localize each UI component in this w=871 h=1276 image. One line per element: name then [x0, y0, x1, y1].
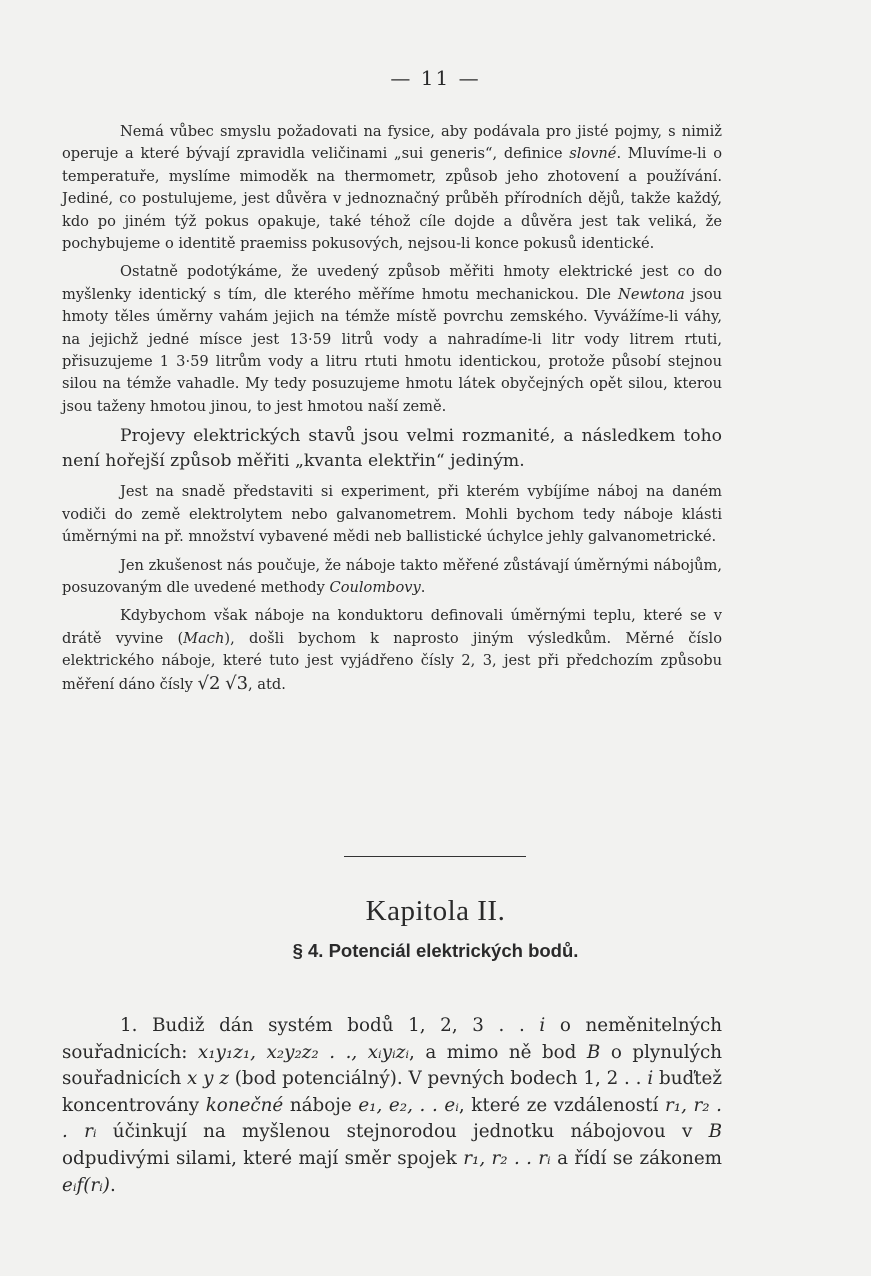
paragraph: 1. Budiž dán systém bodů 1, 2, 3 . . i o neměnitelných souřadnicích: x₁y₁z₁, x₂y₂z₂ . ., xᵢyᵢzᵢ, a mimo ně bod B o plynulých souřadnicích x y z (bod potenciálný). V pevných bodech 1, 2 . . i buďtež koncentrovány konečné náboje e₁, e₂, . . eᵢ, které ze vzdáleností r₁, r₂ . . rᵢ účinkují na myšlenou stejnorodou jednotku nábojovou v B odpudivými silami, které mají směr spojek r₁, r₂ . . rᵢ a řídí se zákonem eᵢf(rᵢ). — [62, 1015, 723, 1196]
paragraph: Kdybychom však náboje na konduktoru definovali úměrnými teplu, které se v drátě vyvine (Mach), došli bychom k naprosto jiným výsledkům. Měrné číslo elektrického náboje, které tuto jest vyjádřeno čísly 2, 3, jest při předchozím způsobu měření dáno čísly √2 √3, atd. — [62, 607, 722, 694]
chapter-title: Kapitola II. — [365, 895, 506, 927]
paragraph: Jen zkušenost nás poučuje, že náboje takto měřené zůstávají úměrnými nábojům, posuzovaným dle uvedené methody Coulombovy. — [62, 556, 722, 596]
paragraph: Ostatně podotýkáme, že uvedený způsob měřiti hmoty elektrické jest co do myšlenky identický s tím, dle kterého měříme hmotu mechanickou. Dle Newtona jsou hmoty těles úměrny vahám jejich na témže místě povrchu zemského. Vyvážíme-li váhy, na jejichž jedné mísce jest 13·59 litrů vody a nahradíme-li litr vody litrem rtuti, přisuzujeme 1 3·59 litrům vody a litru rtuti hmotu identickou, protože působí stejnou silou na témže vahadle. My tedy posuzujeme hmotu látek obyčejných opět silou, kterou jsou taženy hmotou jinou, to jest hmotou naší země. — [62, 263, 723, 415]
upper-text — [62, 121, 722, 696]
divider-rule — [344, 856, 526, 857]
page-number: — 11 — — [390, 66, 481, 90]
sqrt-three: √3 — [225, 672, 249, 694]
lower-text — [62, 1013, 722, 1199]
paragraph: Nemá vůbec smyslu požadovati na fysice, aby podávala pro jisté pojmy, s nimiž operuje a které bývají zpravidla veličinami „sui generis“, definice slovné. Mluvíme-li o temperatuře, myslíme mimoděk na thermometr, způsob jeho zhotovení a používání. Jediné, co postulujeme, jest důvěra v jednoznačný průběh přírodních dějů, takže každý, kdo po jiném týž pokus opakuje, také téhož cíle dojde a důvěra jest tak veliká, že pochybujeme o identitě praemiss pokusových, nejsou-li konce pokusů identické. — [62, 123, 722, 253]
paragraph-large: Projevy elektrických stavů jsou velmi rozmanité, a následkem toho není hořejší způsob měřiti „kvanta elektřin“ jediným. — [62, 426, 722, 471]
sqrt-two: √2 — [197, 672, 221, 694]
section-heading: § 4. Potenciál elektrických bodů. — [292, 940, 579, 961]
paragraph: Jest na snadě představiti si experiment, při kterém vybíjíme náboj na daném vodiči do země elektrolytem nebo galvanometrem. Mohli bychom tedy náboje klásti úměrnými na př. množství vybavené mědi neb ballistické úchylce jehly galvanometrické. — [62, 483, 722, 546]
